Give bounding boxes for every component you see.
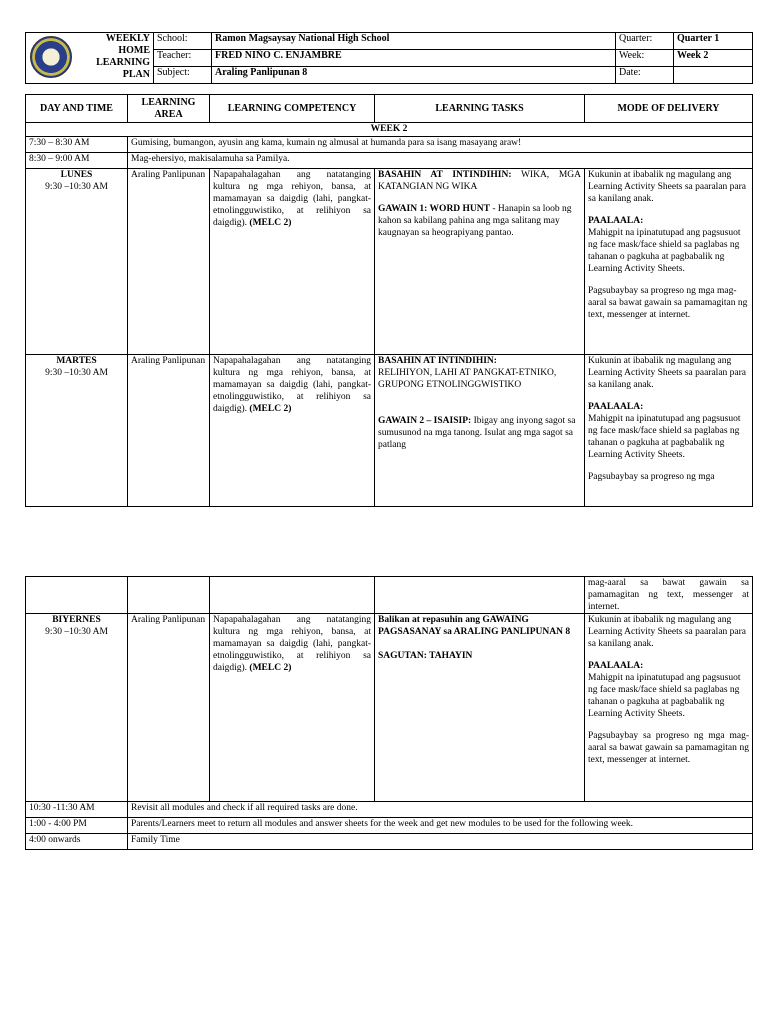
- day-name: MARTES: [56, 356, 97, 366]
- teacher-label: Teacher:: [154, 50, 212, 67]
- mode-of-delivery: mag-aaral sa bawat gawain sa pamamagitan ng text, messenger at internet.: [585, 577, 753, 614]
- learning-tasks: Balikan at repasuhin ang GAWAING PAGSASANAY sa ARALING PANLIPUNAN 8 SAGUTAN: TAHAYIN: [375, 614, 585, 802]
- learning-area: Araling Panlipunan: [128, 614, 210, 802]
- col-mode-of-delivery: MODE OF DELIVERY: [585, 95, 753, 123]
- col-learning-area: LEARNING AREA: [128, 95, 210, 123]
- day-cell: [26, 355, 128, 507]
- footer-time: 10:30 -11:30 AM: [26, 802, 128, 818]
- footer-row: [26, 802, 753, 818]
- routine-row: [26, 137, 753, 153]
- school-value: Ramon Magsaysay National High School: [212, 33, 616, 50]
- plan-title: WEEKLY HOME LEARNING PLAN: [96, 33, 150, 80]
- date-label: Date:: [616, 67, 674, 84]
- routine-row: [26, 153, 753, 169]
- teacher-value: FRED NIÑO C. ENJAMBRE: [212, 50, 616, 67]
- day-row-lunes: [26, 169, 753, 355]
- day-name: BIYERNES: [52, 615, 101, 625]
- learning-competency: Napapahalagahan ang natatanging kultura ng mga rehiyon, bansa, at mamamayan sa daigdig (lahi, pangkat-etnolingguwistiko, at relihiyon sa daigdig). (MELC 2): [210, 355, 375, 507]
- week-title: WEEK 2: [26, 123, 753, 137]
- schedule-table-page2: [25, 576, 753, 850]
- day-name: LUNES: [60, 170, 93, 180]
- footer-text: Parents/Learners meet to return all modules and answer sheets for the week and get new modules to be used for the following week.: [128, 818, 753, 834]
- learning-competency: Napapahalagahan ang natatanging kultura ng mga rehiyon, bansa, at mamamayan sa daigdig (lahi, pangkat-etnolingguwistiko, at relihiyon sa daigdig). (MELC 2): [210, 614, 375, 802]
- routine-time: 8:30 – 9:00 AM: [26, 153, 128, 169]
- footer-text: Family Time: [128, 834, 753, 850]
- day-time: 9:30 –10:30 AM: [45, 368, 108, 378]
- col-learning-tasks: LEARNING TASKS: [375, 95, 585, 123]
- routine-text: Gumising, bumangon, ayusin ang kama, kumain ng almusal at humanda para sa isang masayang araw!: [128, 137, 753, 153]
- day-row-biyernes: [26, 614, 753, 802]
- learning-competency: Napapahalagahan ang natatanging kultura ng mga rehiyon, bansa, at mamamayan sa daigdig (lahi, pangkat-etnolingguwistiko, at relihiyon sa daigdig). (MELC 2): [210, 169, 375, 355]
- footer-time: 1:00 - 4:00 PM: [26, 818, 128, 834]
- header-table: [25, 32, 753, 84]
- routine-text: Mag-ehersiyo, makisalamuha sa Pamilya.: [128, 153, 753, 169]
- col-learning-competency: LEARNING COMPETENCY: [210, 95, 375, 123]
- mode-of-delivery: Kukunin at ibabalik ng magulang ang Learning Activity Sheets sa paaralan para sa kanilang anak. PAALAALA: Mahigpit na ipinatutupad ang pagsusuot ng face mask/face shield sa paglabas ng tahanan o pagkuha at pagbabalik ng Learning Activity Sheets. Pagsubaybay sa progreso ng mga mag-aaral sa bawat gawain sa pamamagitan ng text, messenger at internet.: [585, 614, 753, 802]
- mode-of-delivery: Kukunin at ibabalik ng magulang ang Learning Activity Sheets sa paaralan para sa kanilang anak. PAALAALA: Mahigpit na ipinatutupad ang pagsusuot ng face mask/face shield sa paglabas ng tahanan o pagkuha at pagbabalik ng Learning Activity Sheets. Pagsubaybay sa progreso ng mga: [585, 355, 753, 507]
- date-value: [674, 67, 753, 84]
- subject-value: Araling Panlipunan 8: [212, 67, 616, 84]
- learning-tasks: BASAHIN AT INTINDIHIN: RELIHIYON, LAHI AT PANGKAT-ETNIKO, GRUPONG ETNOLINGGWISTIKO GAWAIN 2 – ISAISIP: Ibigay ang inyong sagot sa sumusunod na mga tanong. Isulat ang mga sagot sa patlang: [375, 355, 585, 507]
- routine-time: 7:30 – 8:30 AM: [26, 137, 128, 153]
- day-time: 9:30 –10:30 AM: [45, 182, 108, 192]
- learning-area: Araling Panlipunan: [128, 169, 210, 355]
- day-cell: [26, 614, 128, 802]
- school-label: School:: [154, 33, 212, 50]
- week-label: Week:: [616, 50, 674, 67]
- schedule-table-page1: [25, 94, 753, 507]
- learning-tasks: BASAHIN AT INTINDIHIN: WIKA, MGA KATANGIAN NG WIKA GAWAIN 1: WORD HUNT - Hanapin sa loob ng kahon sa kabilang pahina ang mga salitang may kaugnayan sa heograpiyang pantao.: [375, 169, 585, 355]
- footer-row: [26, 834, 753, 850]
- day-time: 9:30 –10:30 AM: [45, 627, 108, 637]
- continuation-row: [26, 577, 753, 614]
- subject-label: Subject:: [154, 67, 212, 84]
- footer-row: [26, 818, 753, 834]
- footer-text: Revisit all modules and check if all required tasks are done.: [128, 802, 753, 818]
- week-value: Week 2: [674, 50, 753, 67]
- quarter-value: Quarter 1: [674, 33, 753, 50]
- day-row-martes: [26, 355, 753, 507]
- day-cell: [26, 169, 128, 355]
- col-day-time: DAY AND TIME: [26, 95, 128, 123]
- quarter-label: Quarter:: [616, 33, 674, 50]
- mode-of-delivery: Kukunin at ibabalik ng magulang ang Learning Activity Sheets sa paaralan para sa kanilang anak. PAALAALA: Mahigpit na ipinatutupad ang pagsusuot ng face mask/face shield sa paglabas ng tahanan o pagkuha at pagbabalik ng Learning Activity Sheets. Pagsubaybay sa progreso ng mga mag-aaral sa bawat gawain sa pamamagitan ng text, messenger at internet.: [585, 169, 753, 355]
- learning-area: Araling Panlipunan: [128, 355, 210, 507]
- footer-time: 4:00 onwards: [26, 834, 128, 850]
- deped-seal-logo: [30, 36, 72, 78]
